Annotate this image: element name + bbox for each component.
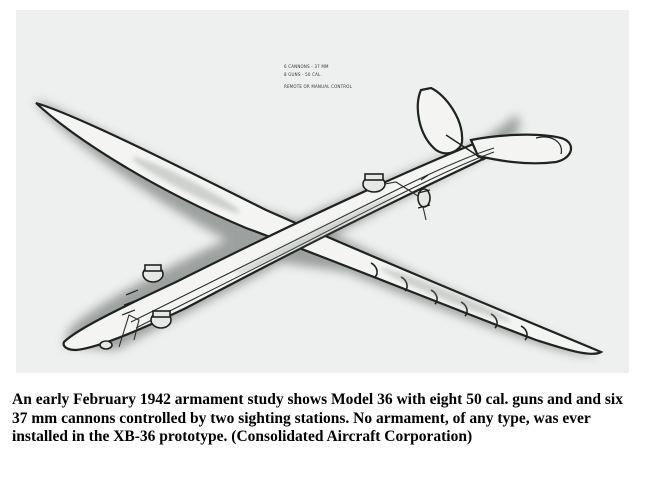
turret-nose <box>100 341 112 349</box>
armament-study-figure <box>16 10 629 373</box>
turret-fwd-dorsal-gun <box>145 265 161 271</box>
legend-guns: 8 GUNS - 50 CAL. <box>284 72 322 77</box>
legend-control: REMOTE OR MANUAL CONTROL <box>284 84 353 89</box>
turret-rear-dorsal-gun <box>365 174 383 180</box>
legend-cannons: 6 CANNONS - 37 MM <box>284 64 329 69</box>
figure-caption: An early February 1942 armament study shows Model 36 with eight 50 cal. guns and and six 37 mm cannons controlled by two sighting stations. No armament, of any type, was ever installed in the XB-36 prototype. (Consolidated Aircraft Corporation) <box>12 391 623 445</box>
turret-fwd-mid-gun <box>153 311 170 317</box>
